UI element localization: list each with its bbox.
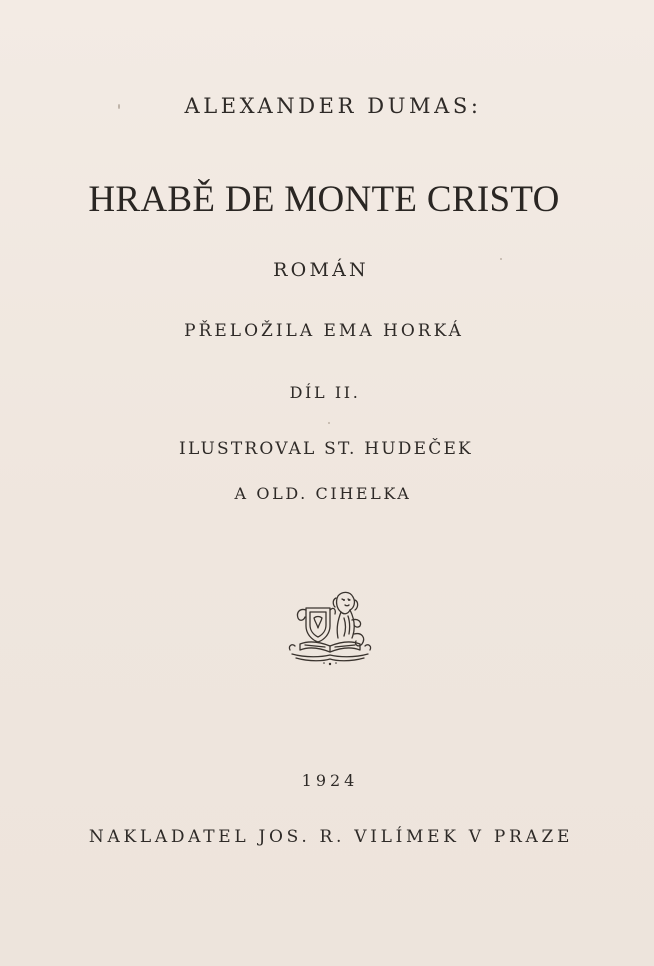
publication-year: 1924: [301, 771, 359, 790]
publisher-mark-icon: [286, 588, 374, 668]
genre-label: ROMÁN: [273, 259, 369, 281]
illustrator-credit-line-2: A OLD. CIHELKA: [234, 484, 412, 503]
illustrator-credit-line-1: ILUSTROVAL ST. HUDEČEK: [179, 439, 473, 459]
author-name: ALEXANDER DUMAS:: [184, 94, 482, 118]
paper-speck: [328, 422, 330, 424]
volume-label: DÍL II.: [289, 383, 361, 402]
translator-credit: PŘELOŽILA EMA HORKÁ: [184, 321, 464, 341]
book-title: HRABĚ DE MONTE CRISTO: [88, 179, 560, 220]
publisher-imprint: NAKLADATEL JOS. R. VILÍMEK V PRAZE: [88, 827, 574, 847]
